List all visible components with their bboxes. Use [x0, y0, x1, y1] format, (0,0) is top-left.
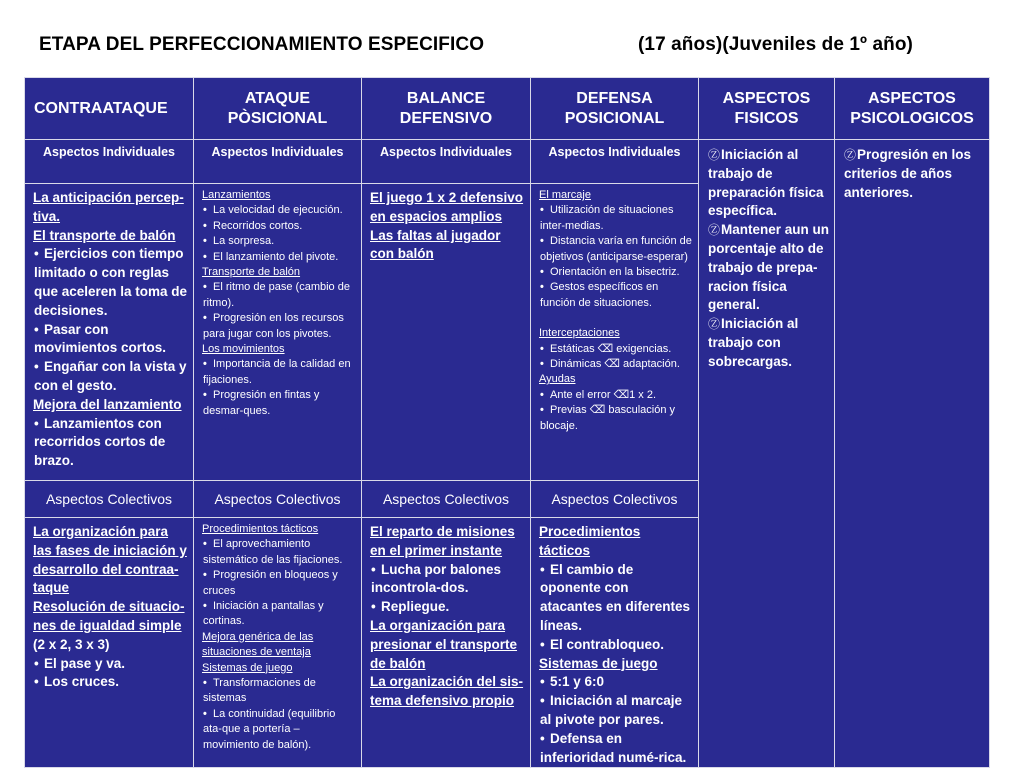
bullet-item: • Estáticas ⌫ exigencias. — [539, 342, 694, 357]
defensa-individual — [531, 184, 699, 481]
bullet-item: • Importancia de la calidad en fijaciones. — [203, 358, 351, 386]
page-title: ETAPA DEL PERFECCIONAMIENTO ESPECIFICO — [39, 34, 485, 55]
bullet-item: • El aprovechamiento sistemático de las fijaciones. — [203, 538, 343, 566]
bullet-item: • El cambio de oponente con atacantes en diferentes líneas. — [540, 561, 691, 633]
balance-individual — [362, 184, 531, 481]
topic-line: Procedimientos tácticos — [202, 523, 319, 535]
individual-label: Aspectos Individuales — [25, 140, 194, 184]
bullet-icon: • — [203, 677, 207, 690]
check-symbol-icon: Ⓩ — [844, 148, 857, 162]
bullet-icon: • — [203, 389, 207, 402]
contraataque-individual — [25, 184, 194, 481]
individual-label: Aspectos Individuales — [194, 140, 362, 184]
bullet-item: • Progresión en los recursos para jugar con los pivotes. — [203, 312, 344, 340]
defensa-collective — [531, 518, 699, 768]
psicologicos-cell — [835, 140, 990, 768]
bullet-item: • La velocidad de ejecución. — [202, 203, 357, 218]
bullet-item: • El ritmo de pase (cambio de ritmo). — [203, 281, 350, 309]
fisicos-cell — [699, 140, 835, 768]
individual-label-row — [25, 140, 990, 184]
individual-label: Aspectos Individuales — [531, 140, 699, 184]
header-aspectos-fisicos: ASPECTOS FISICOS — [699, 78, 835, 140]
topic-line: Interceptaciones — [539, 327, 620, 340]
bullet-item: • Utilización de situaciones inter-medias. — [540, 204, 674, 232]
topic-line: La anticipación percep-tiva. — [33, 190, 184, 224]
bullet-item: • Distancia varía en función de objetivos (anticiparse-esperar) — [540, 235, 692, 263]
topic-line: La organización para presionar el transporte de balón — [370, 617, 518, 671]
bullet-item: • Recorridos cortos. — [202, 219, 357, 234]
bullet-item: • Los cruces. — [33, 673, 189, 692]
topic-line: Procedimientos tácticos — [539, 524, 641, 558]
bullet-icon: • — [540, 636, 545, 652]
bullet-icon: • — [34, 415, 39, 431]
topic-line: Las faltas al jugador con balón — [370, 227, 501, 262]
bullet-item: • Gestos específicos en función de situaciones. — [540, 281, 659, 309]
bullet-icon: • — [34, 655, 39, 671]
bullet-icon: • — [540, 235, 544, 248]
topic-line: Ayudas — [539, 373, 576, 386]
bullet-item: • El contrabloqueo. — [539, 636, 694, 655]
training-table — [24, 77, 990, 768]
bullet-icon: • — [203, 600, 207, 613]
topic-line: Lanzamientos — [202, 189, 271, 201]
bullet-item: • El lanzamiento del pivote. — [202, 250, 357, 265]
topic-line: El juego 1 x 2 defensivo en espacios amplios — [370, 190, 524, 224]
bullet-icon: • — [203, 250, 207, 263]
bullet-item: • Engañar con la vista y con el gesto. — [34, 359, 187, 393]
bullet-item: • Transformaciones de sistemas — [203, 677, 316, 705]
bullet-icon: • — [34, 359, 39, 375]
check-symbol-icon: Ⓩ — [708, 223, 721, 238]
collective-label: Aspectos Colectivos — [25, 481, 194, 518]
bullet-icon: • — [203, 204, 207, 217]
check-symbol-icon: Ⓩ — [708, 317, 721, 332]
bullet-icon: • — [203, 281, 207, 294]
bullet-icon: • — [203, 312, 207, 325]
bullet-icon: • — [540, 204, 544, 217]
bullet-item: • Pasar con movimientos cortos. — [34, 321, 167, 356]
topic-line: Sistemas de juego — [539, 655, 658, 671]
ataque-individual — [194, 184, 362, 481]
bullet-item: • Progresión en fintas y desmar-ques. — [203, 389, 320, 417]
bullet-icon: • — [540, 730, 545, 746]
bullet-item: • La sorpresa. — [202, 234, 357, 249]
fisicos-item: ⓏIniciación al trabajo con sobrecargas. — [708, 316, 799, 369]
bullet-icon: • — [371, 561, 376, 577]
bullet-item: • El pase y va. — [33, 655, 189, 674]
bullet-item: • Iniciación al marcaje al pivote por pares. — [540, 693, 683, 727]
topic-line: Mejora genérica de las situaciones de ventaja — [202, 630, 314, 659]
topic-line: La organización para las fases de iniciación y desarrollo del contraa-taque — [33, 524, 187, 596]
bullet-icon: • — [371, 599, 376, 615]
topic-line: El transporte de balón — [33, 227, 176, 243]
topic-line: Transporte de balón — [202, 266, 301, 279]
bullet-icon: • — [540, 693, 545, 709]
bullet-item: • Ante el error ⌫1 x 2. — [539, 388, 694, 403]
bullet-icon: • — [203, 358, 207, 371]
bullet-item: • Previas ⌫ basculación y blocaje. — [540, 404, 675, 432]
topic-line: Los movimientos — [202, 343, 285, 356]
bullet-item: • La continuidad (equilibrio ata-que a portería – movimiento de balón). — [203, 707, 336, 751]
bullet-icon: • — [34, 321, 39, 337]
page-subtitle: (17 años)(Juveniles de 1º año) — [638, 34, 913, 55]
bullet-icon: • — [540, 281, 544, 294]
bullet-icon: • — [540, 404, 544, 417]
bullet-item: • 5:1 y 6:0 — [539, 673, 694, 692]
individual-label: Aspectos Individuales — [362, 140, 531, 184]
topic-line: El reparto de misiones en el primer instante — [370, 524, 515, 558]
header-defensa-posicional: DEFENSA POSICIONAL — [531, 78, 699, 140]
header-aspectos-psicologicos: ASPECTOS PSICOLOGICOS — [835, 78, 990, 140]
bullet-icon: • — [203, 569, 207, 582]
balance-collective — [362, 518, 531, 768]
bullet-icon: • — [203, 235, 207, 248]
bullet-icon: • — [540, 358, 544, 371]
bullet-icon: • — [540, 388, 544, 401]
bullet-item: • Repliegue. — [370, 598, 526, 617]
bullet-item: • Orientación en la bisectriz. — [539, 265, 694, 280]
collective-label: Aspectos Colectivos — [531, 481, 699, 518]
bullet-item: • Defensa en inferioridad numé-rica. — [540, 730, 687, 765]
header-row — [25, 78, 990, 140]
topic-line: Sistemas de juego — [202, 661, 293, 674]
bullet-item: • Iniciación a pantallas y cortinas. — [203, 600, 324, 628]
plain-line: (2 x 2, 3 x 3) — [33, 636, 110, 652]
bullet-icon: • — [540, 674, 545, 690]
header-contraataque: CONTRAATAQUE — [25, 78, 194, 140]
collective-label: Aspectos Colectivos — [194, 481, 362, 518]
spacer — [539, 311, 694, 326]
topic-line: La organización del sis-tema defensivo propio — [370, 674, 524, 709]
topic-line: Mejora del lanzamiento — [33, 396, 182, 412]
bullet-item: • Ejercicios con tiempo limitado o con reglas que aceleren la toma de decisiones. — [34, 246, 188, 318]
bullet-item: • Lanzamientos con recorridos cortos de brazo. — [34, 415, 166, 469]
fisicos-item: ⓏIniciación al trabajo de preparación física específica. — [708, 147, 824, 219]
topic-line: Resolución de situacio-nes de igualdad simple — [33, 599, 185, 633]
bullet-icon: • — [540, 342, 544, 355]
bullet-icon: • — [540, 561, 545, 577]
fisicos-item: ⓏMantener aun un porcentaje alto de trabajo de prepa-racion física general. — [708, 222, 830, 313]
bullet-icon: • — [34, 246, 39, 262]
contraataque-collective — [25, 518, 194, 768]
collective-label: Aspectos Colectivos — [362, 481, 531, 518]
bullet-item: • Lucha por balones incontrola-dos. — [371, 561, 502, 596]
check-symbol-icon: Ⓩ — [708, 148, 721, 162]
bullet-item: • Progresión en bloqueos y cruces — [203, 569, 338, 597]
bullet-icon: • — [203, 707, 207, 720]
topic-line: El marcaje — [539, 189, 591, 201]
bullet-icon: • — [540, 266, 544, 279]
bullet-icon: • — [203, 219, 207, 232]
ataque-collective — [194, 518, 362, 768]
psicologicos-item: ⓏProgresión en los criterios de años anteriores. — [844, 147, 972, 200]
header-ataque-posicional: ATAQUE PÒSICIONAL — [194, 78, 362, 140]
bullet-icon: • — [34, 674, 39, 690]
header-balance-defensivo: BALANCE DEFENSIVO — [362, 78, 531, 140]
bullet-item: • Dinámicas ⌫ adaptación. — [539, 357, 694, 372]
bullet-icon: • — [203, 538, 207, 551]
